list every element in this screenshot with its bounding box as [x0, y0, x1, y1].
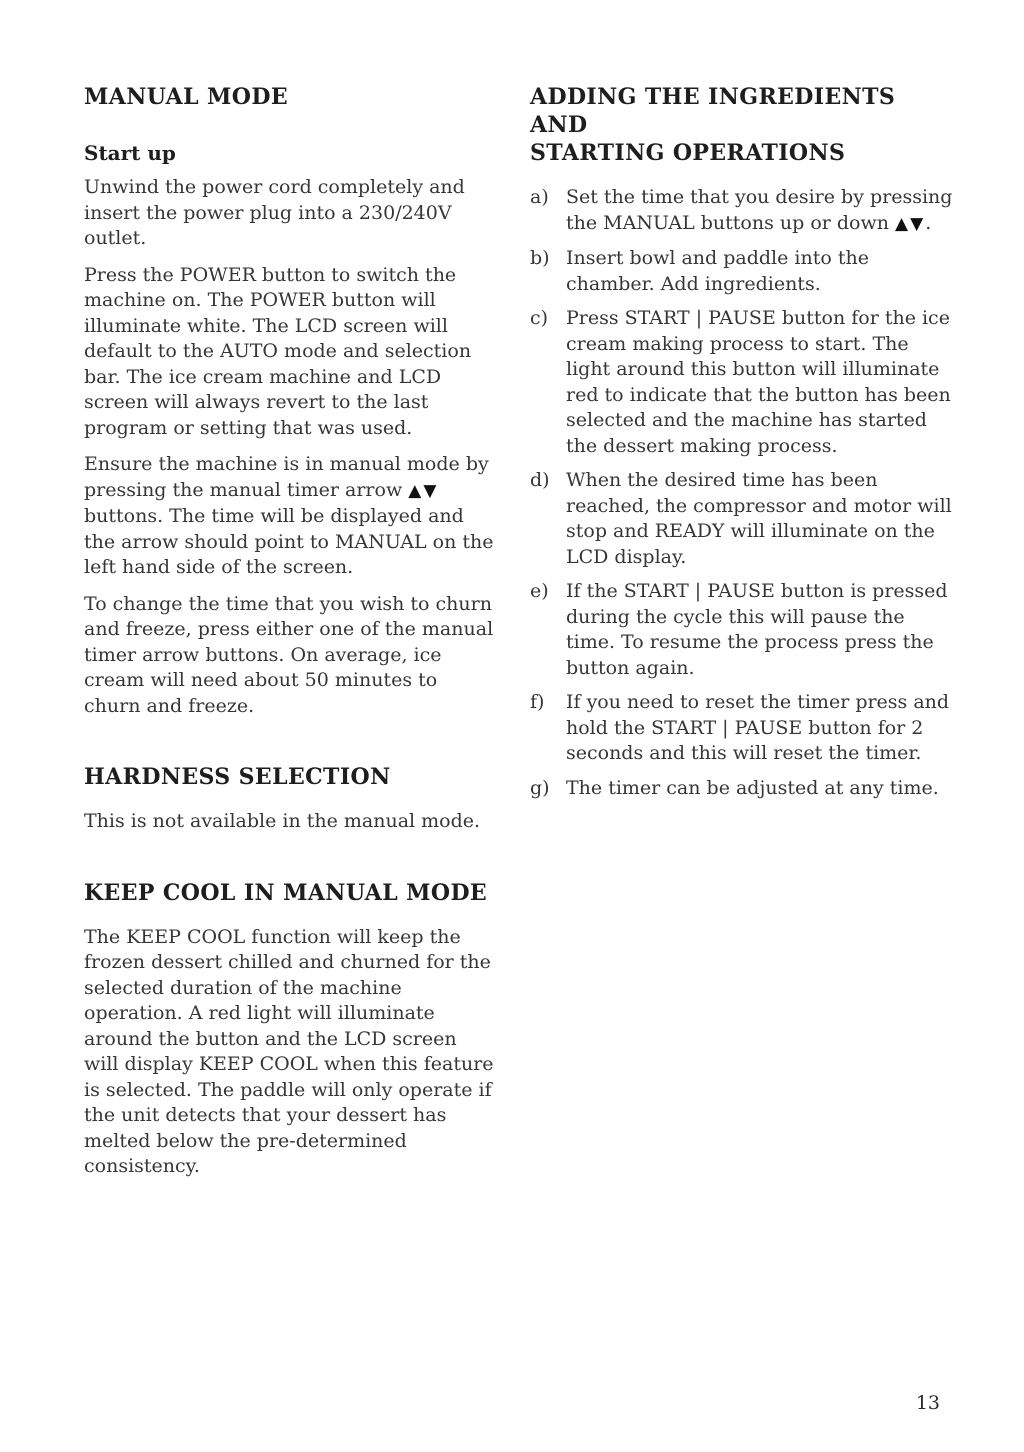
- section-heading-keep-cool: KEEP COOL IN MANUAL MODE: [84, 879, 488, 906]
- list-text-a-before: Set the time that you desire by pressing the MANUAL buttons up or down: [566, 186, 953, 234]
- list-text-a: [566, 185, 954, 237]
- paragraph-power: Press the POWER button to switch the machine on. The POWER button will illuminate white. The LCD screen will default to the AUTO mode and selection bar. The ice cream machine and LCD screen will always revert to the last program or setting that was used.: [84, 263, 472, 439]
- arrow-down-icon: ▼: [910, 213, 926, 234]
- list-text-e: If the START | PAUSE button is pressed during the cycle this will pause the time. To resume the process press the button again.: [566, 580, 948, 679]
- list-text-g: The timer can be adjusted at any time.: [566, 776, 939, 799]
- list-label-g: g): [530, 776, 550, 799]
- list-label-c: c): [530, 307, 549, 329]
- page-number: 13: [915, 1392, 940, 1414]
- list-item-a: [530, 185, 954, 237]
- list-text-b: Insert bowl and paddle into the chamber. Add ingredients.: [566, 247, 869, 295]
- section-heading-adding-ingredients: [530, 83, 954, 167]
- list-label-a: a): [530, 186, 549, 208]
- paragraph-change-time: To change the time that you wish to churn and freeze, press either one of the manual timer arrow buttons. On average, ice cream will need about 50 minutes to churn and freeze.: [84, 592, 494, 717]
- list-text-c: Press START | PAUSE button for the ice cream making process to start. The light around this button will illuminate red to indicate that the button has been selected and the machine has started the dessert making process.: [566, 307, 951, 457]
- lettered-list: [530, 185, 954, 801]
- arrow-up-icon: ▲: [895, 213, 911, 234]
- list-item-c: [530, 306, 954, 459]
- left-column: [84, 83, 496, 1191]
- list-item-f: [530, 690, 954, 767]
- list-text-f: If you need to reset the timer press and hold the START | PAUSE button for 2 seconds and this will reset the timer.: [566, 691, 950, 764]
- list-label-b: b): [530, 247, 550, 269]
- paragraph-ensure-text-before: Ensure the machine is in manual mode by pressing the manual timer arrow: [84, 453, 489, 501]
- arrow-down-icon: ▼: [423, 480, 439, 501]
- section-heading-manual-mode: MANUAL MODE: [84, 84, 289, 110]
- paragraph-ensure-text-after: buttons. The time will be displayed and the arrow should point to MANUAL on the left hand side of the screen.: [84, 505, 494, 578]
- section-heading-hardness: HARDNESS SELECTION: [84, 764, 391, 790]
- list-item-b: [530, 246, 954, 297]
- paragraph-hardness: This is not available in the manual mode.: [84, 810, 481, 832]
- list-label-e: e): [530, 580, 549, 602]
- heading-line-1: ADDING THE INGREDIENTS AND: [530, 84, 896, 138]
- list-label-d: d): [530, 469, 550, 491]
- arrow-up-icon: ▲: [408, 480, 424, 501]
- paragraph-keep-cool: The KEEP COOL function will keep the frozen dessert chilled and churned for the selected duration of the machine operation. A red light will illuminate around the button and the LCD screen will display KEEP COOL when this feature is selected. The paddle will only operate if the unit detects that your dessert has melted below the pre-determined consistency.: [84, 925, 494, 1177]
- list-text-a-after: .: [925, 211, 932, 234]
- paragraph-ensure-manual: [84, 452, 496, 581]
- list-item-d: [530, 468, 954, 570]
- subheading-start-up: Start up: [84, 141, 176, 165]
- heading-line-2: STARTING OPERATIONS: [530, 140, 846, 166]
- right-column: [530, 83, 954, 810]
- list-item-e: [530, 579, 954, 681]
- paragraph-unwind: Unwind the power cord completely and insert the power plug into a 230/240V outlet.: [84, 176, 465, 249]
- list-item-g: [530, 776, 954, 802]
- list-text-d: When the desired time has been reached, the compressor and motor will stop and READY will illuminate on the LCD display.: [566, 469, 952, 568]
- list-label-f: f): [530, 691, 545, 713]
